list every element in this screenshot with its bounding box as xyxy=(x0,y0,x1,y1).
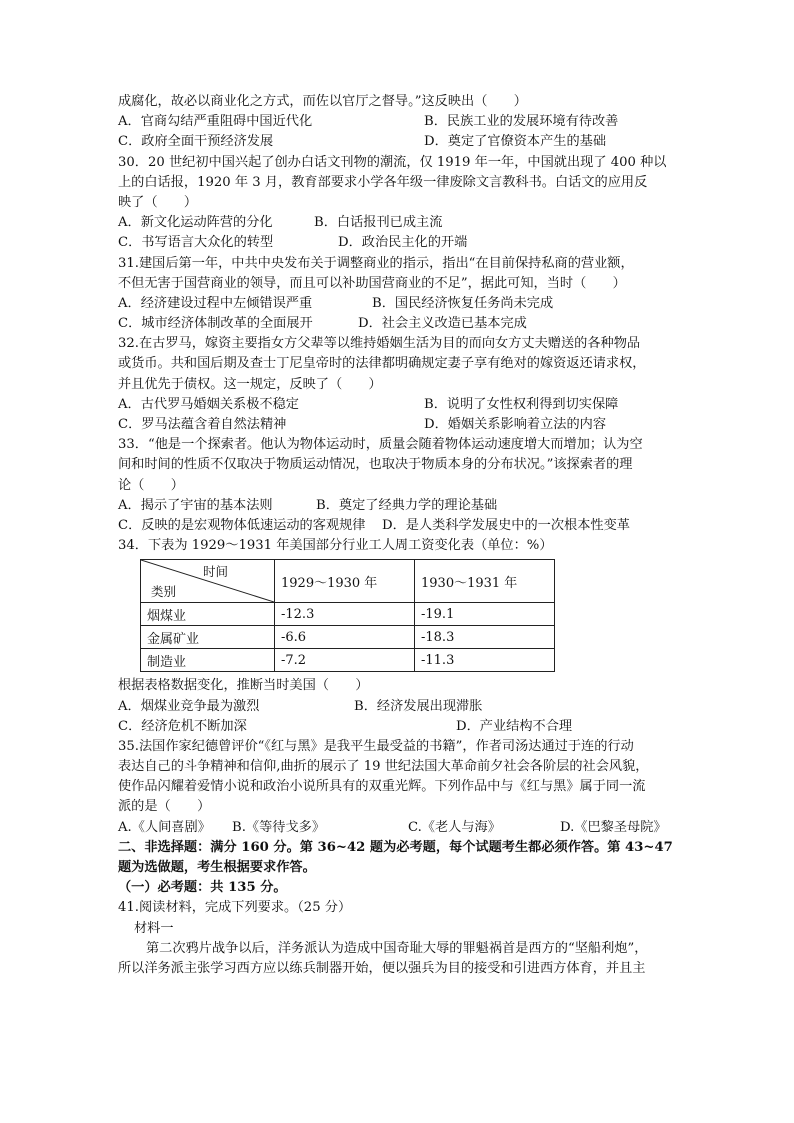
row-label: 烟煤业 xyxy=(141,603,275,626)
q31-option-d: D．社会主义改造已基本完成 xyxy=(358,316,527,332)
q32-stem-line2: 或货币。共和国后期及查士丁尼皇帝时的法律都明确规定妻子享有绝对的嫁资返还请求权， xyxy=(118,356,646,372)
q35-option-d: D.《巴黎圣母院》 xyxy=(560,819,667,835)
row-label: 金属矿业 xyxy=(141,626,275,649)
q29-option-a: A．官商勾结严重阻碍中国近代化 xyxy=(118,114,313,130)
q41-stem: 41.阅读材料，完成下列要求。（25 分） xyxy=(118,900,352,916)
q35-option-b: B.《等待戈多》 xyxy=(232,819,326,835)
q31-options-row1 xyxy=(118,294,678,314)
q33-stem-line2: 间和时间的性质不仅取决于物质运动情况，也取决于物质本身的分布状况。”该探索者的理 xyxy=(118,457,633,473)
q33-option-a: A．揭示了宇宙的基本法则 xyxy=(118,497,273,513)
q29-stem-tail: 成腐化，故必以商业化之方式，而佐以官厅之督导。”这反映出（ ） xyxy=(118,94,527,109)
q35-stem-line3: 使作品闪耀着爱情小说和政治小说所具有的双重光辉。下列作品中与《红与黑》属于同一流 xyxy=(118,779,646,795)
table-row xyxy=(141,603,555,626)
row-label: 制造业 xyxy=(141,649,275,672)
q34-option-b: B．经济发展出现滞胀 xyxy=(354,698,483,714)
q34-option-a: A．烟煤业竞争最为激烈 xyxy=(118,698,260,714)
q31-stem-line1: 31.建国后第一年，中共中央发布关于调整商业的指示，指出“在目前保持私商的营业额， xyxy=(118,255,634,271)
header-category-label: 类别 xyxy=(151,584,177,600)
cell-value: -6.6 xyxy=(275,626,415,649)
table-row xyxy=(141,649,555,672)
q34-options-row2 xyxy=(118,717,678,737)
q32-stem-line1: 32.在古罗马，嫁资主要指女方父辈等以维持婚姻生活为目的而向女方丈夫赠送的各种物品 xyxy=(118,336,641,352)
q33-option-c: C．反映的是宏观物体低速运动的客观规律 xyxy=(118,517,366,533)
q30-options-row1 xyxy=(118,213,678,233)
q29-option-d: D．奠定了官僚资本产生的基础 xyxy=(424,134,607,150)
q29-option-b: B．民族工业的发展环境有待改善 xyxy=(424,114,619,130)
q34-stem: 34．下表为 1929～1931 年美国部分行业工人周工资变化表（单位：%） xyxy=(118,538,553,554)
q32-option-a: A．古代罗马婚姻关系极不稳定 xyxy=(118,396,299,412)
q34-option-c: C．经济危机不断加深 xyxy=(118,718,247,734)
q35-stem-line4: 派的是（ ） xyxy=(118,799,211,815)
q31-stem-line2: 不但无害于国营商业的领导，而且可以补助国营商业的不足”，据此可知，当时（ ） xyxy=(118,275,626,291)
cell-value: -18.3 xyxy=(415,626,555,649)
q30-stem-line3: 映了（ ） xyxy=(118,194,198,210)
q32-stem-line3: 并且优先于债权。这一规定，反映了（ ） xyxy=(118,376,382,392)
q33-option-d: D．是人类科学发展史中的一次根本性变革 xyxy=(382,517,630,533)
table-header-row xyxy=(141,560,555,603)
q35-stem-line2: 表达自己的斗争精神和信仰,曲折的展示了 19 世纪法国大革命前夕社会各阶层的社会风貌， xyxy=(118,759,649,775)
header-time-label: 时间 xyxy=(202,564,228,580)
q32-option-c: C．罗马法蕴含着自然法精神 xyxy=(118,417,287,432)
q33-options-row2 xyxy=(118,516,678,536)
col-header-1929-1930: 1929～1930 年 xyxy=(275,560,415,603)
section2-subheading: （一）必考题：共 135 分。 xyxy=(118,880,287,896)
q31-options-row2 xyxy=(118,314,678,334)
q34-option-d: D．产业结构不合理 xyxy=(456,718,573,734)
q32-option-b: B．说明了女性权利得到切实保障 xyxy=(424,396,619,412)
cell-value: -19.1 xyxy=(415,603,555,626)
q31-option-a: A．经济建设过程中左倾错误严重 xyxy=(118,295,313,311)
q29-options-row1 xyxy=(118,112,678,132)
material1-line1: 第二次鸦片战争以后，洋务派认为造成中国奇耻大辱的罪魁祸首是西方的“坚船利炮”， xyxy=(146,940,648,956)
q35-option-c: C.《老人与海》 xyxy=(408,819,501,835)
wage-change-table xyxy=(140,559,555,672)
q35-stem-line1: 35.法国作家纪德曾评价“《红与黑》是我平生最受益的书籍”，作者司汤达通过于连的行动 xyxy=(118,738,634,754)
q30-stem-line1: 30．20 世纪初中国兴起了创办白话文刊物的潮流，仅 1919 年一年，中国就出现了 400 种以 xyxy=(118,154,667,170)
material1-label: 材料一 xyxy=(134,920,174,936)
q32-option-d: D．婚姻关系影响着立法的内容 xyxy=(424,417,607,432)
q32-options-row2 xyxy=(118,415,678,435)
cell-value: -11.3 xyxy=(415,649,555,672)
table-corner-cell xyxy=(141,560,275,603)
q34-after-table: 根据表格数据变化，推断当时美国（ ） xyxy=(118,678,369,694)
cell-value: -7.2 xyxy=(275,649,415,672)
exam-page xyxy=(118,92,678,979)
q35-options-row xyxy=(118,818,678,838)
q33-stem-line3: 论（ ） xyxy=(118,477,184,493)
q30-option-a: A．新文化运动阵营的分化 xyxy=(118,215,273,231)
q29-option-c: C．政府全面干预经济发展 xyxy=(118,134,274,150)
q33-stem-line1: 33．“他是一个探索者。他认为物体运动时，质量会随着物体运动速度增大而增加；认为空 xyxy=(118,437,643,453)
col-header-1930-1931: 1930～1931 年 xyxy=(415,560,555,603)
q33-option-b: B．奠定了经典力学的理论基础 xyxy=(316,497,498,513)
q30-option-c: C．书写语言大众化的转型 xyxy=(118,235,274,251)
q31-option-c: C．城市经济体制改革的全面展开 xyxy=(118,316,313,332)
q31-option-b: B．国民经济恢复任务尚未完成 xyxy=(372,295,554,311)
q33-options-row1 xyxy=(118,496,678,516)
q30-option-d: D．政治民主化的开端 xyxy=(338,235,468,251)
table-row xyxy=(141,626,555,649)
cell-value: -12.3 xyxy=(275,603,415,626)
material1-line2: 所以洋务派主张学习西方应以练兵制器开始，便以强兵为目的接受和引进西方体育，并且主 xyxy=(118,960,646,976)
q34-options-row1 xyxy=(118,697,678,717)
section2-heading-line1: 二、非选择题：满分 160 分。第 36~42 题为必考题，每个试题考生都必须作答。第 43~47 xyxy=(118,839,673,855)
q30-stem-line2: 上的白话报，1920 年 3 月，教育部要求小学各年级一律废除文言教科书。白话文的应用反 xyxy=(118,174,648,190)
q35-option-a: A.《人间喜剧》 xyxy=(118,819,211,835)
q32-options-row1 xyxy=(118,395,678,415)
q30-option-b: B．白话报刊已成主流 xyxy=(314,215,443,231)
section2-heading-line2: 题为选做题，考生根据要求作答。 xyxy=(118,860,316,875)
q30-options-row2 xyxy=(118,233,678,253)
q29-options-row2 xyxy=(118,132,678,152)
